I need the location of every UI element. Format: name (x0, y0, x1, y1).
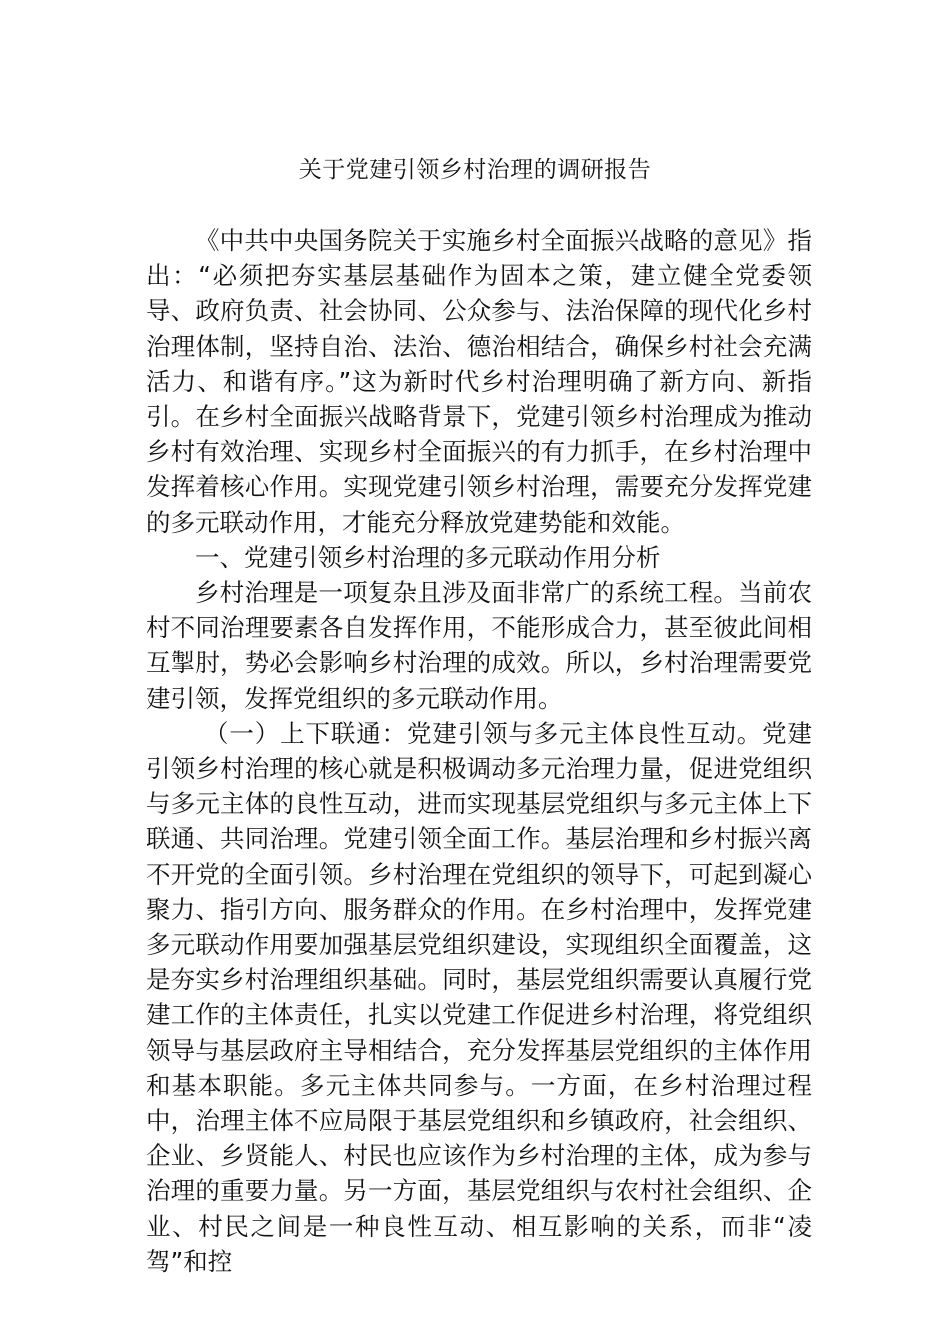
paragraph-section-1: 乡村治理是一项复杂且涉及面非常广的系统工程。当前农村不同治理要素各自发挥作用，不能形成合力，甚至彼此间相互掣肘，势必会影响乡村治理的成效。所以，乡村治理需要党建引领，发挥党组织的多元联动作用。 (146, 578, 812, 713)
document-title: 关于党建引领乡村治理的调研报告 (298, 157, 652, 183)
section-heading-1: 一、党建引领乡村治理的多元联动作用分析 (195, 542, 661, 572)
paragraph-intro: 《中共中央国务院关于实施乡村全面振兴战略的意见》指出：“必须把夯实基层基础作为固本之策，建立健全党委领导、政府负责、社会协同、公众参与、法治保障的现代化乡村治理体制，坚持自治、法治、德治相结合，确保乡村社会充满活力、和谐有序。”这为新时代乡村治理明确了新方向、新指引。在乡村全面振兴战略背景下，党建引领乡村治理成为推动乡村有效治理、实现乡村全面振兴的有力抓手，在乡村治理中发挥着核心作用。实现党建引领乡村治理，需要充分发挥党建的多元联动作用，才能充分释放党建势能和效能。 (146, 226, 812, 537)
paragraph-subsection-1: （一）上下联通：党建引领与多元主体良性互动。党建引领乡村治理的核心就是积极调动多元治理力量，促进党组织与多元主体的良性互动，进而实现基层党组织与多元主体上下联通、共同治理。党建引领全面工作。基层治理和乡村振兴离不开党的全面引领。乡村治理在党组织的领导下，可起到凝心聚力、指引方向、服务群众的作用。在乡村治理中，发挥党建多元联动作用要加强基层党组织建设，实现组织全面覆盖，这是夯实乡村治理组织基础。同时，基层党组织需要认真履行党建工作的主体责任，扎实以党建工作促进乡村治理，将党组织领导与基层政府主导相结合，充分发挥基层党组织的主体作用和基本职能。多元主体共同参与。一方面，在乡村治理过程中，治理主体不应局限于基层党组织和乡镇政府，社会组织、企业、乡贤能人、村民也应该作为乡村治理的主体，成为参与治理的重要力量。另一方面，基层党组织与农村社会组织、企业、村民之间是一种良性互动、相互影响的关系，而非“凌驾”和控 (146, 718, 812, 1276)
document-body (146, 223, 812, 1279)
